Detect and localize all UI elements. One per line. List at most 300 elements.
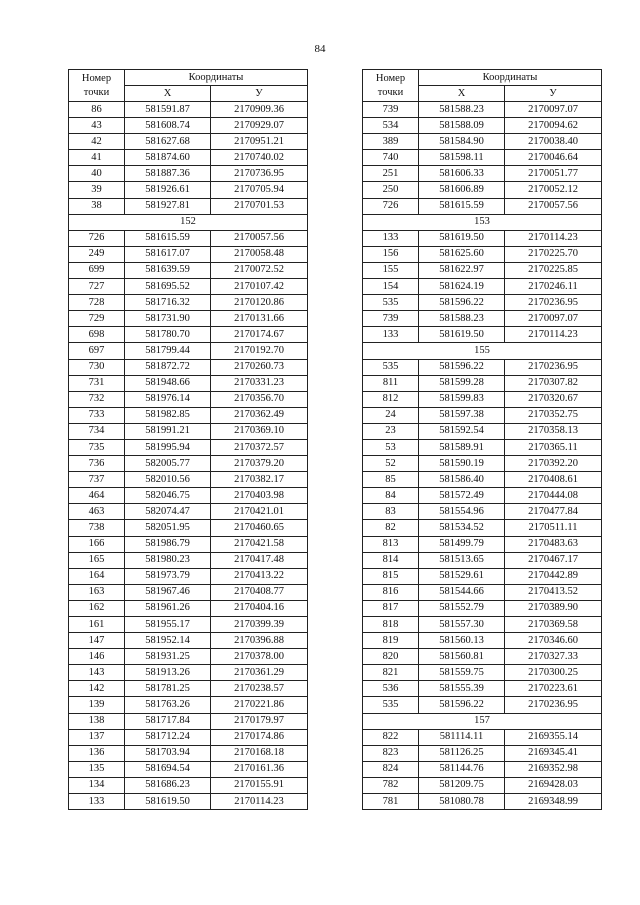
y-coordinate-cell: 2170161.36 bbox=[211, 761, 308, 777]
section-number: 157 bbox=[363, 713, 602, 729]
y-coordinate-cell: 2170909.36 bbox=[211, 102, 308, 118]
table-row bbox=[363, 279, 602, 295]
y-coordinate-cell: 2170058.48 bbox=[211, 246, 308, 262]
table-row bbox=[69, 150, 308, 166]
point-number-cell: 732 bbox=[69, 391, 125, 407]
point-number-cell: 139 bbox=[69, 697, 125, 713]
table-row bbox=[69, 536, 308, 552]
y-coordinate-cell: 2170372.57 bbox=[211, 439, 308, 455]
point-number-cell: 534 bbox=[363, 118, 419, 134]
y-coordinate-cell: 2170408.77 bbox=[211, 584, 308, 600]
x-coordinate-cell: 581599.83 bbox=[419, 391, 505, 407]
section-row bbox=[363, 713, 602, 729]
section-number: 155 bbox=[363, 343, 602, 359]
table-row bbox=[363, 794, 602, 810]
table-row bbox=[363, 761, 602, 777]
point-number-cell: 463 bbox=[69, 504, 125, 520]
x-coordinate-cell: 581560.81 bbox=[419, 649, 505, 665]
point-number-cell: 739 bbox=[363, 102, 419, 118]
y-coordinate-cell: 2170260.73 bbox=[211, 359, 308, 375]
y-coordinate-cell: 2170382.17 bbox=[211, 472, 308, 488]
table-row bbox=[363, 407, 602, 423]
y-coordinate-cell: 2170379.20 bbox=[211, 456, 308, 472]
table-row bbox=[69, 520, 308, 536]
table-row bbox=[363, 745, 602, 761]
table-row bbox=[363, 697, 602, 713]
x-coordinate-cell: 581534.52 bbox=[419, 520, 505, 536]
y-coordinate-cell: 2169428.03 bbox=[505, 777, 602, 793]
x-coordinate-cell: 581982.85 bbox=[125, 407, 211, 423]
y-coordinate-cell: 2170408.61 bbox=[505, 472, 602, 488]
y-coordinate-cell: 2170155.91 bbox=[211, 777, 308, 793]
y-coordinate-cell: 2170046.64 bbox=[505, 150, 602, 166]
x-coordinate-cell: 581874.60 bbox=[125, 150, 211, 166]
y-coordinate-cell: 2170107.42 bbox=[211, 279, 308, 295]
table-row bbox=[363, 198, 602, 214]
table-row bbox=[69, 697, 308, 713]
x-coordinate-cell: 581624.19 bbox=[419, 279, 505, 295]
table-row bbox=[69, 182, 308, 198]
table-row bbox=[363, 633, 602, 649]
table-row bbox=[69, 262, 308, 278]
x-coordinate-cell: 581584.90 bbox=[419, 134, 505, 150]
table-row bbox=[69, 134, 308, 150]
y-coordinate-cell: 2170246.11 bbox=[505, 279, 602, 295]
x-coordinate-cell: 581619.50 bbox=[419, 327, 505, 343]
x-coordinate-cell: 581948.66 bbox=[125, 375, 211, 391]
table-row bbox=[363, 568, 602, 584]
y-coordinate-cell: 2170236.95 bbox=[505, 295, 602, 311]
table-row bbox=[363, 439, 602, 455]
point-number-cell: 816 bbox=[363, 584, 419, 600]
point-number-cell: 143 bbox=[69, 665, 125, 681]
point-number-header-line2: точки bbox=[377, 86, 404, 98]
x-coordinate-cell: 581126.25 bbox=[419, 745, 505, 761]
y-coordinate-cell: 2170399.39 bbox=[211, 617, 308, 633]
table-row bbox=[69, 745, 308, 761]
table-row bbox=[363, 536, 602, 552]
y-coordinate-cell: 2170705.94 bbox=[211, 182, 308, 198]
point-number-cell: 813 bbox=[363, 536, 419, 552]
y-coordinate-cell: 2170236.95 bbox=[505, 697, 602, 713]
point-number-cell: 137 bbox=[69, 729, 125, 745]
table-row bbox=[69, 649, 308, 665]
point-number-cell: 818 bbox=[363, 617, 419, 633]
point-number-cell: 134 bbox=[69, 777, 125, 793]
point-number-cell: 736 bbox=[69, 456, 125, 472]
x-coordinate-cell: 581572.49 bbox=[419, 488, 505, 504]
table-row bbox=[69, 665, 308, 681]
x-coordinate-cell: 581114.11 bbox=[419, 729, 505, 745]
y-coordinate-cell: 2170951.21 bbox=[211, 134, 308, 150]
x-coordinate-cell: 581080.78 bbox=[419, 794, 505, 810]
y-coordinate-cell: 2170369.58 bbox=[505, 617, 602, 633]
table-row bbox=[69, 343, 308, 359]
x-coordinate-cell: 581608.74 bbox=[125, 118, 211, 134]
y-coordinate-cell: 2170362.49 bbox=[211, 407, 308, 423]
y-coordinate-cell: 2170238.57 bbox=[211, 681, 308, 697]
y-coordinate-cell: 2170192.70 bbox=[211, 343, 308, 359]
y-coordinate-cell: 2170168.18 bbox=[211, 745, 308, 761]
point-number-header-line1: Номер bbox=[81, 72, 112, 84]
x-coordinate-cell: 581617.07 bbox=[125, 246, 211, 262]
x-coordinate-cell: 581590.19 bbox=[419, 456, 505, 472]
point-number-cell: 699 bbox=[69, 262, 125, 278]
x-coordinate-cell: 581781.25 bbox=[125, 681, 211, 697]
y-coordinate-cell: 2170442.89 bbox=[505, 568, 602, 584]
table-row bbox=[363, 230, 602, 246]
y-coordinate-cell: 2170701.53 bbox=[211, 198, 308, 214]
point-number-cell: 822 bbox=[363, 729, 419, 745]
point-number-cell: 728 bbox=[69, 295, 125, 311]
x-coordinate-cell: 581606.89 bbox=[419, 182, 505, 198]
table-row bbox=[69, 504, 308, 520]
y-coordinate-cell: 2170740.02 bbox=[211, 150, 308, 166]
x-coordinate-cell: 581589.91 bbox=[419, 439, 505, 455]
y-coordinate-cell: 2170057.56 bbox=[211, 230, 308, 246]
table-row bbox=[69, 568, 308, 584]
point-number-cell: 43 bbox=[69, 118, 125, 134]
table-row bbox=[69, 713, 308, 729]
table-row bbox=[69, 617, 308, 633]
y-coordinate-cell: 2170300.25 bbox=[505, 665, 602, 681]
table-row bbox=[69, 439, 308, 455]
y-coordinate-cell: 2170392.20 bbox=[505, 456, 602, 472]
coordinates-header: Координаты bbox=[419, 70, 602, 86]
x-coordinate-cell: 582046.75 bbox=[125, 488, 211, 504]
point-number-cell: 82 bbox=[363, 520, 419, 536]
y-coordinate-cell: 2169355.14 bbox=[505, 729, 602, 745]
table-row bbox=[69, 279, 308, 295]
point-number-cell: 782 bbox=[363, 777, 419, 793]
x-coordinate-cell: 581931.25 bbox=[125, 649, 211, 665]
y-coordinate-cell: 2170174.86 bbox=[211, 729, 308, 745]
x-coordinate-cell: 581606.33 bbox=[419, 166, 505, 182]
table-row bbox=[363, 504, 602, 520]
point-number-cell: 52 bbox=[363, 456, 419, 472]
y-coordinate-cell: 2170396.88 bbox=[211, 633, 308, 649]
point-number-cell: 824 bbox=[363, 761, 419, 777]
point-number-cell: 165 bbox=[69, 552, 125, 568]
point-number-cell: 164 bbox=[69, 568, 125, 584]
y-coordinate-cell: 2170221.86 bbox=[211, 697, 308, 713]
table-row bbox=[69, 166, 308, 182]
y-coordinate-cell: 2170114.23 bbox=[505, 327, 602, 343]
x-coordinate-cell: 581615.59 bbox=[125, 230, 211, 246]
y-coordinate-cell: 2170327.33 bbox=[505, 649, 602, 665]
x-coordinate-cell: 581209.75 bbox=[419, 777, 505, 793]
x-coordinate-cell: 581973.79 bbox=[125, 568, 211, 584]
x-coordinate-cell: 582074.47 bbox=[125, 504, 211, 520]
table-row bbox=[363, 295, 602, 311]
x-coordinate-cell: 581712.24 bbox=[125, 729, 211, 745]
y-coordinate-cell: 2170097.07 bbox=[505, 311, 602, 327]
point-number-cell: 162 bbox=[69, 600, 125, 616]
point-number-cell: 811 bbox=[363, 375, 419, 391]
x-coordinate-cell: 581615.59 bbox=[419, 198, 505, 214]
x-coordinate-cell: 581887.36 bbox=[125, 166, 211, 182]
table-row bbox=[69, 633, 308, 649]
table-row bbox=[69, 246, 308, 262]
point-number-cell: 733 bbox=[69, 407, 125, 423]
x-coordinate-cell: 581599.28 bbox=[419, 375, 505, 391]
table-row bbox=[69, 118, 308, 134]
point-number-cell: 39 bbox=[69, 182, 125, 198]
y-coordinate-cell: 2170051.77 bbox=[505, 166, 602, 182]
x-coordinate-cell: 581619.50 bbox=[125, 794, 211, 810]
x-coordinate-cell: 581588.23 bbox=[419, 102, 505, 118]
point-number-cell: 42 bbox=[69, 134, 125, 150]
coordinates-table-right bbox=[362, 69, 602, 810]
y-coordinate-cell: 2170736.95 bbox=[211, 166, 308, 182]
y-coordinate-cell: 2170131.66 bbox=[211, 311, 308, 327]
table-row bbox=[363, 311, 602, 327]
x-coordinate-cell: 581592.54 bbox=[419, 423, 505, 439]
y-coordinate-cell: 2170421.58 bbox=[211, 536, 308, 552]
x-coordinate-cell: 581591.87 bbox=[125, 102, 211, 118]
table-row bbox=[69, 794, 308, 810]
x-coordinate-cell: 581588.09 bbox=[419, 118, 505, 134]
y-coordinate-cell: 2170929.07 bbox=[211, 118, 308, 134]
y-coordinate-cell: 2170174.67 bbox=[211, 327, 308, 343]
table-row bbox=[363, 262, 602, 278]
y-coordinate-cell: 2170404.16 bbox=[211, 600, 308, 616]
point-number-cell: 23 bbox=[363, 423, 419, 439]
point-number-cell: 535 bbox=[363, 295, 419, 311]
point-number-cell: 814 bbox=[363, 552, 419, 568]
point-number-header-line1: Номер bbox=[375, 72, 406, 84]
table-row bbox=[363, 729, 602, 745]
table-row bbox=[69, 456, 308, 472]
x-coordinate-cell: 581967.46 bbox=[125, 584, 211, 600]
point-number-cell: 819 bbox=[363, 633, 419, 649]
point-number-cell: 697 bbox=[69, 343, 125, 359]
x-coordinate-cell: 581588.23 bbox=[419, 311, 505, 327]
table-row bbox=[363, 182, 602, 198]
point-number-cell: 727 bbox=[69, 279, 125, 295]
point-number-header bbox=[363, 70, 419, 102]
x-coordinate-cell: 581557.30 bbox=[419, 617, 505, 633]
x-coordinate-cell: 582005.77 bbox=[125, 456, 211, 472]
point-number-cell: 389 bbox=[363, 134, 419, 150]
y-header: У bbox=[211, 86, 308, 102]
y-coordinate-cell: 2170511.11 bbox=[505, 520, 602, 536]
y-coordinate-cell: 2170072.52 bbox=[211, 262, 308, 278]
point-number-cell: 739 bbox=[363, 311, 419, 327]
point-number-header bbox=[69, 70, 125, 102]
table-row bbox=[363, 118, 602, 134]
x-coordinate-cell: 581560.13 bbox=[419, 633, 505, 649]
x-coordinate-cell: 581991.21 bbox=[125, 423, 211, 439]
point-number-cell: 731 bbox=[69, 375, 125, 391]
x-header: X bbox=[125, 86, 211, 102]
y-coordinate-cell: 2170331.23 bbox=[211, 375, 308, 391]
x-coordinate-cell: 581995.94 bbox=[125, 439, 211, 455]
y-coordinate-cell: 2170225.85 bbox=[505, 262, 602, 278]
table-row bbox=[363, 488, 602, 504]
point-number-cell: 156 bbox=[363, 246, 419, 262]
point-number-cell: 737 bbox=[69, 472, 125, 488]
x-coordinate-cell: 581952.14 bbox=[125, 633, 211, 649]
point-number-cell: 146 bbox=[69, 649, 125, 665]
table-row bbox=[363, 520, 602, 536]
point-number-cell: 161 bbox=[69, 617, 125, 633]
page-number: 84 bbox=[314, 43, 326, 55]
section-number: 153 bbox=[363, 214, 602, 230]
table-row bbox=[69, 198, 308, 214]
x-coordinate-cell: 581763.26 bbox=[125, 697, 211, 713]
point-number-cell: 535 bbox=[363, 697, 419, 713]
point-number-cell: 163 bbox=[69, 584, 125, 600]
y-coordinate-cell: 2170114.23 bbox=[211, 794, 308, 810]
point-number-cell: 84 bbox=[363, 488, 419, 504]
x-coordinate-cell: 581513.65 bbox=[419, 552, 505, 568]
y-coordinate-cell: 2170097.07 bbox=[505, 102, 602, 118]
y-coordinate-cell: 2170356.70 bbox=[211, 391, 308, 407]
point-number-cell: 142 bbox=[69, 681, 125, 697]
x-coordinate-cell: 581559.75 bbox=[419, 665, 505, 681]
x-coordinate-cell: 581554.96 bbox=[419, 504, 505, 520]
table-row bbox=[363, 681, 602, 697]
table-row bbox=[69, 102, 308, 118]
point-number-cell: 147 bbox=[69, 633, 125, 649]
y-coordinate-cell: 2170361.29 bbox=[211, 665, 308, 681]
point-number-cell: 781 bbox=[363, 794, 419, 810]
table-row bbox=[69, 359, 308, 375]
point-number-cell: 726 bbox=[69, 230, 125, 246]
x-coordinate-cell: 581529.61 bbox=[419, 568, 505, 584]
point-number-cell: 251 bbox=[363, 166, 419, 182]
x-coordinate-cell: 581586.40 bbox=[419, 472, 505, 488]
x-coordinate-cell: 581780.70 bbox=[125, 327, 211, 343]
table-row bbox=[69, 295, 308, 311]
coordinates-header: Координаты bbox=[125, 70, 308, 86]
point-number-cell: 812 bbox=[363, 391, 419, 407]
point-number-cell: 820 bbox=[363, 649, 419, 665]
y-coordinate-cell: 2170477.84 bbox=[505, 504, 602, 520]
x-coordinate-cell: 581619.50 bbox=[419, 230, 505, 246]
y-coordinate-cell: 2170320.67 bbox=[505, 391, 602, 407]
table-row bbox=[69, 600, 308, 616]
y-coordinate-cell: 2170417.48 bbox=[211, 552, 308, 568]
x-coordinate-cell: 581717.84 bbox=[125, 713, 211, 729]
x-coordinate-cell: 581144.76 bbox=[419, 761, 505, 777]
point-number-cell: 53 bbox=[363, 439, 419, 455]
y-coordinate-cell: 2170052.12 bbox=[505, 182, 602, 198]
x-header: X bbox=[419, 86, 505, 102]
table-row bbox=[69, 423, 308, 439]
table-row bbox=[363, 600, 602, 616]
coordinates-table-left bbox=[68, 69, 308, 810]
table-row bbox=[363, 246, 602, 262]
x-coordinate-cell: 582051.95 bbox=[125, 520, 211, 536]
point-number-cell: 41 bbox=[69, 150, 125, 166]
table-row bbox=[363, 359, 602, 375]
point-number-cell: 133 bbox=[363, 230, 419, 246]
y-coordinate-cell: 2170223.61 bbox=[505, 681, 602, 697]
table-row bbox=[69, 761, 308, 777]
y-coordinate-cell: 2170236.95 bbox=[505, 359, 602, 375]
y-header: У bbox=[505, 86, 602, 102]
point-number-cell: 535 bbox=[363, 359, 419, 375]
y-coordinate-cell: 2170365.11 bbox=[505, 439, 602, 455]
x-coordinate-cell: 581927.81 bbox=[125, 198, 211, 214]
section-row bbox=[363, 214, 602, 230]
point-number-cell: 536 bbox=[363, 681, 419, 697]
table-row bbox=[69, 391, 308, 407]
point-number-cell: 464 bbox=[69, 488, 125, 504]
y-coordinate-cell: 2170483.63 bbox=[505, 536, 602, 552]
y-coordinate-cell: 2170413.22 bbox=[211, 568, 308, 584]
x-coordinate-cell: 581596.22 bbox=[419, 359, 505, 375]
point-number-cell: 86 bbox=[69, 102, 125, 118]
point-number-cell: 734 bbox=[69, 423, 125, 439]
x-coordinate-cell: 581980.23 bbox=[125, 552, 211, 568]
table-row bbox=[363, 391, 602, 407]
x-coordinate-cell: 581597.38 bbox=[419, 407, 505, 423]
point-number-cell: 738 bbox=[69, 520, 125, 536]
y-coordinate-cell: 2170346.60 bbox=[505, 633, 602, 649]
table-row bbox=[69, 230, 308, 246]
x-coordinate-cell: 581596.22 bbox=[419, 697, 505, 713]
y-coordinate-cell: 2170421.01 bbox=[211, 504, 308, 520]
x-coordinate-cell: 581695.52 bbox=[125, 279, 211, 295]
y-coordinate-cell: 2170114.23 bbox=[505, 230, 602, 246]
point-number-cell: 729 bbox=[69, 311, 125, 327]
table-row bbox=[363, 166, 602, 182]
table-row bbox=[69, 488, 308, 504]
point-number-cell: 154 bbox=[363, 279, 419, 295]
x-coordinate-cell: 581622.97 bbox=[419, 262, 505, 278]
x-coordinate-cell: 581627.68 bbox=[125, 134, 211, 150]
x-coordinate-cell: 581731.90 bbox=[125, 311, 211, 327]
table-row bbox=[363, 375, 602, 391]
section-row bbox=[363, 343, 602, 359]
table-row bbox=[69, 311, 308, 327]
x-coordinate-cell: 581703.94 bbox=[125, 745, 211, 761]
point-number-cell: 138 bbox=[69, 713, 125, 729]
x-coordinate-cell: 581986.79 bbox=[125, 536, 211, 552]
x-coordinate-cell: 581961.26 bbox=[125, 600, 211, 616]
y-coordinate-cell: 2170413.52 bbox=[505, 584, 602, 600]
table-row bbox=[69, 552, 308, 568]
section-number: 152 bbox=[69, 214, 308, 230]
x-coordinate-cell: 581625.60 bbox=[419, 246, 505, 262]
x-coordinate-cell: 581499.79 bbox=[419, 536, 505, 552]
table-row bbox=[363, 423, 602, 439]
y-coordinate-cell: 2170369.10 bbox=[211, 423, 308, 439]
y-coordinate-cell: 2170307.82 bbox=[505, 375, 602, 391]
y-coordinate-cell: 2169348.99 bbox=[505, 794, 602, 810]
point-number-cell: 698 bbox=[69, 327, 125, 343]
point-number-cell: 166 bbox=[69, 536, 125, 552]
point-number-cell: 133 bbox=[363, 327, 419, 343]
y-coordinate-cell: 2170038.40 bbox=[505, 134, 602, 150]
y-coordinate-cell: 2170467.17 bbox=[505, 552, 602, 568]
point-number-cell: 815 bbox=[363, 568, 419, 584]
y-coordinate-cell: 2169352.98 bbox=[505, 761, 602, 777]
point-number-cell: 133 bbox=[69, 794, 125, 810]
y-coordinate-cell: 2170389.90 bbox=[505, 600, 602, 616]
table-row bbox=[363, 150, 602, 166]
point-number-cell: 250 bbox=[363, 182, 419, 198]
point-number-cell: 817 bbox=[363, 600, 419, 616]
x-coordinate-cell: 581544.66 bbox=[419, 584, 505, 600]
table-row bbox=[363, 456, 602, 472]
point-number-cell: 735 bbox=[69, 439, 125, 455]
x-coordinate-cell: 581639.59 bbox=[125, 262, 211, 278]
y-coordinate-cell: 2169345.41 bbox=[505, 745, 602, 761]
